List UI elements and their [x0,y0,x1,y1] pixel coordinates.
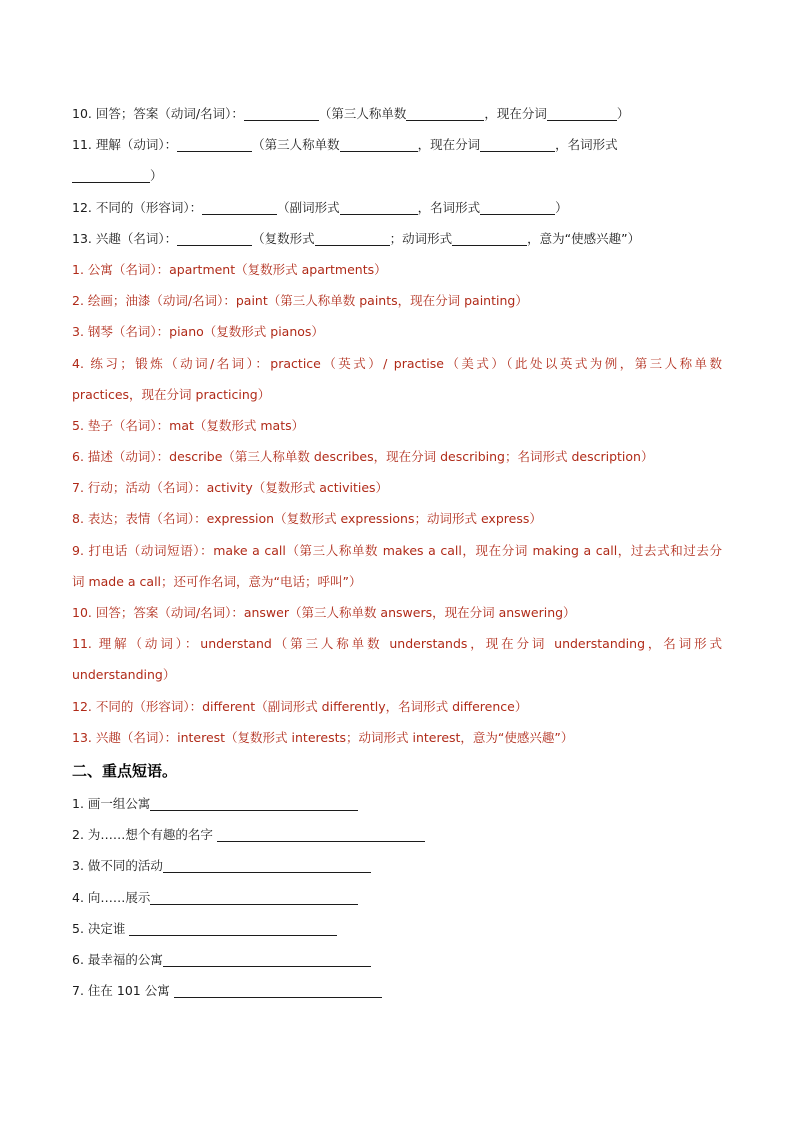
answer-line: 13. 兴趣（名词）：interest（复数形式 interests；动词形式 interest，意为“使感兴趣”） [72,729,574,745]
answer-line: 9. 打电话（动词短语）：make a call（第三人称单数 makes a call，现在分词 making a call，过去式和过去分 [72,542,722,558]
question-text: （第三人称单数 [252,137,340,153]
question-text: 12. 不同的（形容词）： [72,199,203,215]
question-text: （复数形式 [252,230,315,246]
phrase-item [72,882,722,913]
answer-line: 10. 回答；答案（动词/名词）：answer（第三人称单数 answers，现在分词 answering） [72,605,576,620]
answer-blank[interactable] [547,107,617,121]
answer-line: 1. 公寓（名词）：apartment（复数形式 apartments） [72,261,387,277]
answer-blank[interactable] [129,922,337,936]
question-text: 10. 回答；答案（动词/名词）： [72,106,244,121]
answer-blank[interactable] [163,859,371,873]
question-11 [72,129,722,160]
phrase-text: 6. 最幸福的公寓 [72,951,163,967]
answer-blank[interactable] [163,953,371,967]
question-text: ，名词形式 [417,199,481,215]
section-heading: 二、重点短语。 [72,761,178,780]
answer-blank[interactable] [480,201,555,215]
question-13 [72,223,722,254]
answer-blank[interactable] [480,138,555,152]
answer-line: 5. 垫子（名词）：mat（复数形式 mats） [72,417,305,433]
phrase-item [72,913,722,944]
question-text: ） [555,199,568,215]
answer-line: understanding） [72,667,176,683]
answer-line: 3. 钢琴（名词）：piano（复数形式 pianos） [72,324,324,340]
question-text: 11. 理解（动词）： [72,137,178,153]
answer-blank[interactable] [315,232,390,246]
question-12 [72,192,722,223]
answer-line: 6. 描述（动词）：describe（第三人称单数 describes，现在分词 describing；名词形式 description） [72,449,654,465]
worksheet-page [72,98,722,1006]
question-text: ） [150,168,163,184]
phrase-item [72,819,722,850]
answer-blank[interactable] [406,107,484,121]
answer-line: 7. 行动；活动（名词）：activity（复数形式 activities） [72,480,389,496]
answer-blank[interactable] [150,797,358,811]
answer-line: practices，现在分词 practicing） [72,386,271,402]
answer-blank[interactable] [202,201,277,215]
question-text: 13. 兴趣（名词）： [72,230,178,246]
answer-blank[interactable] [452,232,527,246]
answer-blank[interactable] [174,984,382,998]
phrase-item [72,944,722,975]
answer-blank[interactable] [150,891,358,905]
answer-blank[interactable] [340,201,418,215]
question-text: ，意为“使感兴趣”） [527,230,641,246]
answer-line: 2. 绘画；油漆（动词/名词）：paint（第三人称单数 paints，现在分词 painting） [72,293,528,309]
question-text: ；动词形式 [389,230,453,246]
question-text: ，现在分词 [417,137,481,153]
question-text: ，现在分词 [484,106,547,121]
phrase-text: 3. 做不同的活动 [72,858,163,874]
question-11-continued [72,160,722,191]
question-text: ） [616,106,630,121]
answer-blank[interactable] [177,232,252,246]
answer-blank[interactable] [177,138,252,152]
question-10 [72,98,722,129]
phrase-item [72,850,722,881]
question-text: ，名词形式 [555,137,618,153]
question-text: （副词形式 [277,199,340,215]
phrase-item [72,975,722,1006]
phrase-text: 2. 为……想个有趣的名字 [72,827,213,843]
answer-blank[interactable] [244,107,319,121]
answer-line: 4. 练习；锻炼（动词/名词）：practice（英式）/ practise（美式）（此处以英式为例，第三人称单数 [72,355,722,371]
question-text: （第三人称单数 [318,106,407,121]
phrase-text: 7. 住在 101 公寓 [72,983,170,999]
answer-blank[interactable] [340,138,418,152]
phrase-text: 5. 决定谁 [72,920,126,936]
phrase-item [72,788,722,819]
phrase-text: 1. 画一组公寓 [72,795,151,811]
answer-blank[interactable] [217,828,425,842]
phrase-text: 4. 向……展示 [72,889,151,905]
answer-blank[interactable] [72,169,150,183]
answer-line: 12. 不同的（形容词）：different（副词形式 differently，名词形式 difference） [72,698,528,714]
answer-line: 词 made a call；还可作名词，意为“电话；呼叫”） [72,573,362,589]
answer-line: 11. 理解（动词）：understand（第三人称单数 understands，现在分词 understanding，名词形式 [72,636,722,652]
answer-line: 8. 表达；表情（名词）：expression（复数形式 expressions；动词形式 express） [72,511,542,527]
